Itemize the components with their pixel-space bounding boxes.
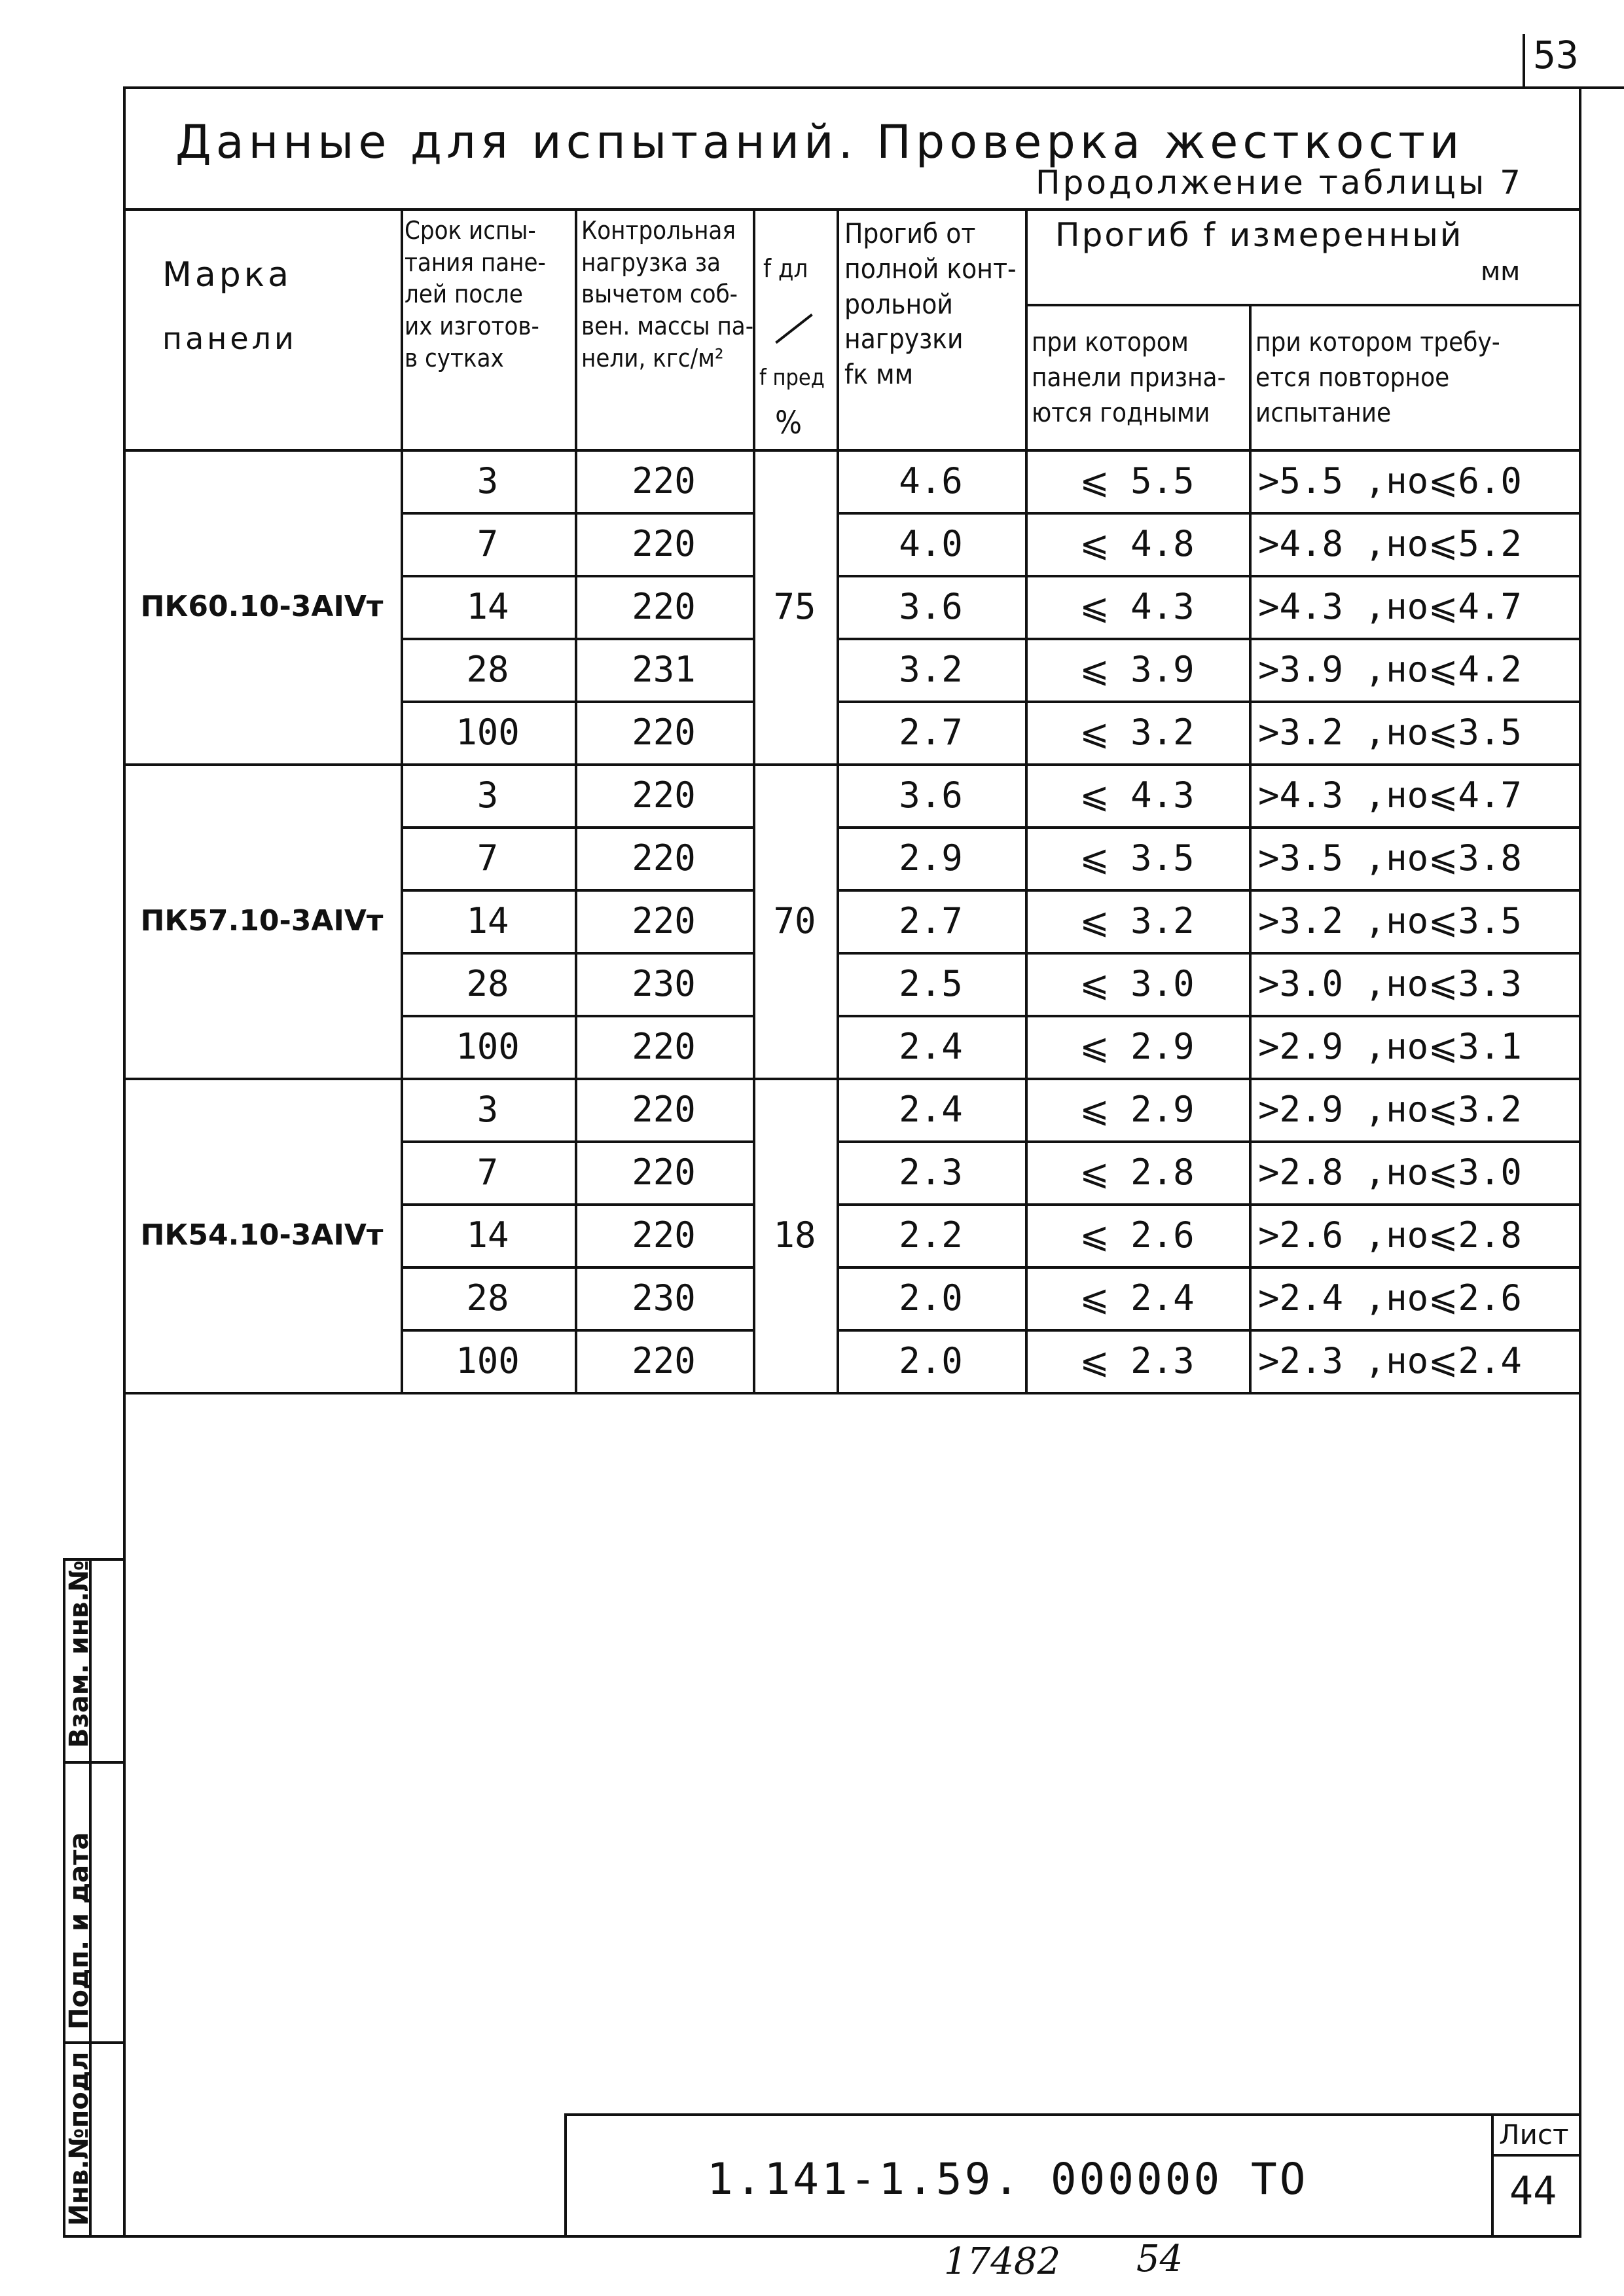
deflection-acceptable: ⩽ 2.6	[1079, 1214, 1195, 1256]
deflection-fk: 2.2	[899, 1214, 963, 1256]
header-ratio-top: f дл	[763, 254, 808, 283]
control-load: 220	[632, 900, 696, 941]
panel-mark: ПК57.10-3АIVт	[140, 903, 384, 938]
deflection-acceptable: ⩽ 2.9	[1079, 1088, 1195, 1130]
test-age-days: 100	[456, 1339, 520, 1381]
deflection-acceptable: ⩽ 4.3	[1079, 585, 1195, 627]
deflection-fk: 2.7	[899, 711, 963, 753]
side-stamp-divider-1	[63, 1761, 123, 1764]
test-age-days: 3	[477, 774, 499, 816]
test-age-days: 7	[477, 1151, 499, 1193]
control-load: 220	[632, 460, 696, 501]
control-load: 220	[632, 837, 696, 879]
page-number-tick	[1523, 34, 1525, 89]
control-load: 231	[632, 648, 696, 690]
deflection-acceptable: ⩽ 2.8	[1079, 1151, 1195, 1193]
test-age-days: 28	[466, 648, 509, 690]
control-load: 230	[632, 962, 696, 1004]
deflection-retest: >2.8 ,но⩽3.0	[1258, 1151, 1522, 1193]
sheet-number: 44	[1509, 2168, 1557, 2214]
deflection-acceptable: ⩽ 2.3	[1079, 1339, 1195, 1381]
header-ratio-bottom: f пред	[759, 365, 825, 391]
deflection-retest: >3.0 ,но⩽3.3	[1258, 962, 1522, 1004]
panel-mark: ПК60.10-3АIVт	[140, 589, 384, 623]
control-load: 220	[632, 585, 696, 627]
side-stamp-podp-data: Подп. и дата	[64, 1832, 94, 2030]
deflection-ratio: 18	[773, 1214, 816, 1256]
control-load: 220	[632, 1151, 696, 1193]
handwritten-page-number: 54	[1136, 2238, 1183, 2280]
table-continuation-label: Продолжение таблицы 7	[1036, 164, 1523, 202]
test-age-days: 3	[477, 460, 499, 501]
header-ratio-unit: %	[775, 405, 803, 441]
deflection-acceptable: ⩽ 3.9	[1079, 648, 1195, 690]
test-age-days: 28	[466, 1277, 509, 1319]
deflection-retest: >2.9 ,но⩽3.2	[1258, 1088, 1522, 1130]
deflection-retest: >2.3 ,но⩽2.4	[1258, 1339, 1522, 1381]
deflection-fk: 2.0	[899, 1277, 963, 1319]
control-load: 220	[632, 522, 696, 564]
test-age-days: 14	[466, 585, 509, 627]
deflection-fk: 3.6	[899, 774, 963, 816]
sheet-label: Лист	[1499, 2119, 1569, 2151]
title-block-list-divider	[1491, 2154, 1581, 2157]
control-load: 220	[632, 1339, 696, 1381]
deflection-acceptable: ⩽ 2.4	[1079, 1277, 1195, 1319]
deflection-retest: >5.5 ,но⩽6.0	[1258, 460, 1522, 501]
deflection-retest: >2.4 ,но⩽2.6	[1258, 1277, 1522, 1319]
header-marka-line2: панели	[162, 321, 297, 356]
deflection-fk: 2.3	[899, 1151, 963, 1193]
deflection-fk: 2.0	[899, 1339, 963, 1381]
deflection-fk: 4.0	[899, 522, 963, 564]
header-povtor: при котором требу- ется повторное испытание	[1255, 327, 1500, 428]
deflection-retest: >3.5 ,но⩽3.8	[1258, 837, 1522, 879]
deflection-fk: 2.7	[899, 900, 963, 941]
deflection-fk: 3.6	[899, 585, 963, 627]
deflection-fk: 4.6	[899, 460, 963, 501]
side-stamp-divider-2	[63, 2041, 123, 2044]
deflection-acceptable: ⩽ 5.5	[1079, 460, 1195, 501]
table-top-border	[123, 208, 1581, 211]
document-code: 1.141-1.59. 000000 ТО	[707, 2154, 1308, 2204]
deflection-ratio: 70	[773, 900, 816, 941]
test-age-days: 28	[466, 962, 509, 1004]
deflection-acceptable: ⩽ 3.5	[1079, 837, 1195, 879]
test-age-days: 7	[477, 837, 499, 879]
deflection-retest: >3.2 ,но⩽3.5	[1258, 900, 1522, 941]
test-age-days: 14	[466, 900, 509, 941]
deflection-fk: 2.5	[899, 962, 963, 1004]
page-title: Данные для испытаний. Проверка жесткости	[175, 115, 1464, 169]
header-progib-izmerennyi: Прогиб f измеренный	[1055, 216, 1464, 254]
header-nagruzka: Контрольная нагрузка за вычетом соб- вен. массы па- нели, кгс/м²	[581, 216, 754, 373]
control-load: 220	[632, 1214, 696, 1256]
deflection-retest: >4.3 ,но⩽4.7	[1258, 585, 1522, 627]
header-progib-unit: мм	[1481, 257, 1521, 287]
deflection-retest: >3.2 ,но⩽3.5	[1258, 711, 1522, 753]
deflection-retest: >3.9 ,но⩽4.2	[1258, 648, 1522, 690]
table-bottom-border	[123, 1392, 1581, 1394]
deflection-acceptable: ⩽ 4.8	[1079, 522, 1195, 564]
deflection-ratio: 75	[773, 585, 816, 627]
page-number: 53	[1533, 33, 1579, 77]
test-age-days: 100	[456, 711, 520, 753]
deflection-acceptable: ⩽ 3.2	[1079, 900, 1195, 941]
deflection-retest: >4.3 ,но⩽4.7	[1258, 774, 1522, 816]
test-age-days: 14	[466, 1214, 509, 1256]
control-load: 220	[632, 1088, 696, 1130]
deflection-fk: 2.4	[899, 1025, 963, 1067]
test-age-days: 7	[477, 522, 499, 564]
header-subdivider	[1025, 304, 1581, 306]
deflection-retest: >2.6 ,но⩽2.8	[1258, 1214, 1522, 1256]
deflection-acceptable: ⩽ 4.3	[1079, 774, 1195, 816]
panel-mark: ПК54.10-3АIVт	[140, 1218, 384, 1252]
deflection-fk: 2.9	[899, 837, 963, 879]
title-block-divider	[1491, 2113, 1494, 2238]
control-load: 220	[632, 711, 696, 753]
deflection-acceptable: ⩽ 3.0	[1079, 962, 1195, 1004]
header-godnye: при котором панели призна- ются годными	[1032, 327, 1226, 428]
test-age-days: 3	[477, 1088, 499, 1130]
test-age-days: 100	[456, 1025, 520, 1067]
side-stamp-inv-podl: Инв.№подл	[64, 2051, 94, 2226]
deflection-acceptable: ⩽ 3.2	[1079, 711, 1195, 753]
handwritten-archive-number: 17482	[944, 2240, 1061, 2283]
header-progib-ot: Прогиб от полной конт- рольной нагрузки fк мм	[844, 217, 1017, 390]
header-srok: Срок испы- тания пане- лей после их изготов- в сутках	[405, 216, 546, 373]
header-marka-line1: Марка	[162, 255, 293, 295]
side-stamp-vzam-inv: Взам. инв.№	[64, 1560, 94, 1748]
deflection-retest: >4.8 ,но⩽5.2	[1258, 522, 1522, 564]
deflection-acceptable: ⩽ 2.9	[1079, 1025, 1195, 1067]
deflection-retest: >2.9 ,но⩽3.1	[1258, 1025, 1522, 1067]
control-load: 220	[632, 1025, 696, 1067]
deflection-fk: 2.4	[899, 1088, 963, 1130]
deflection-fk: 3.2	[899, 648, 963, 690]
control-load: 220	[632, 774, 696, 816]
control-load: 230	[632, 1277, 696, 1319]
